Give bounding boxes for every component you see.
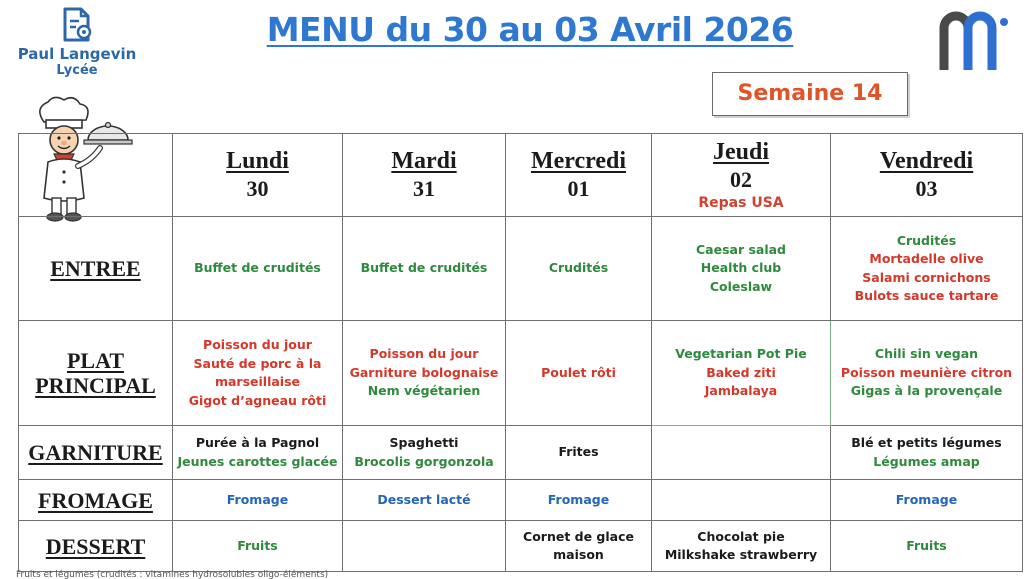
menu-cell [173, 217, 343, 321]
menu-cell [506, 480, 652, 521]
row-entree [19, 217, 1023, 321]
dish: Caesar salad [695, 241, 787, 257]
row-dessert [19, 521, 1023, 572]
dish: marseillaise [214, 374, 301, 389]
dish: Fromage [547, 491, 610, 507]
dish: Poisson meunière citron [840, 364, 1013, 380]
menu-cell [652, 521, 831, 572]
dish: Fruits [237, 537, 278, 553]
document-gear-icon [60, 6, 94, 44]
page-title: MENU du 30 au 03 Avril 2026 [266, 10, 794, 49]
dish: Poisson du jour [203, 337, 312, 352]
dish: Milkshake strawberry [664, 547, 818, 562]
dish: Buffet de crudités [360, 260, 488, 276]
days-header-row [19, 134, 1023, 217]
dish: Dessert lacté [377, 491, 471, 507]
school-name: Paul Langevin [17, 45, 137, 63]
menu-cell [173, 321, 343, 426]
day-number: 03 [915, 175, 938, 201]
day-name: Lundi [226, 147, 289, 174]
menu-cell [343, 217, 506, 321]
day-name: Mardi [391, 147, 457, 174]
day-number: 30 [246, 175, 269, 201]
dish: Sauté de porc à la [193, 355, 322, 371]
dish: Cornet de glace [523, 528, 634, 544]
cm-monogram-icon [938, 8, 1014, 78]
day-header-wednesday [506, 134, 652, 217]
day-number: 01 [567, 175, 590, 201]
dish: Salami cornichons [862, 269, 991, 285]
dish: Chili sin vegan [874, 346, 979, 362]
day-name: Jeudi [712, 138, 769, 165]
dish: Purée à la Pagnol [195, 435, 320, 450]
dish: Poisson du jour [369, 346, 479, 362]
menu-cell [506, 426, 652, 480]
corner-cell [19, 134, 173, 217]
dish: Spaghetti [389, 435, 459, 450]
dish: Fromage [226, 491, 289, 507]
menu-cell [173, 426, 343, 480]
menu-cell [173, 480, 343, 521]
row-label: DESSERT [45, 533, 146, 559]
menu-cell [506, 521, 652, 572]
dish: Fromage [895, 491, 958, 507]
dish: Légumes amap [873, 453, 980, 469]
menu-cell [831, 480, 1023, 521]
menu-cell [173, 521, 343, 572]
menu-cell [831, 426, 1023, 480]
menu-cell [652, 321, 831, 426]
menu-table [18, 133, 1023, 572]
dish: Mortadelle olive [869, 251, 984, 266]
dish: Frites [558, 444, 599, 460]
menu-cell-empty [343, 521, 506, 572]
week-badge: Semaine 14 [712, 72, 908, 116]
row-fromage [19, 480, 1023, 521]
row-label: FROMAGE [38, 487, 153, 513]
row-label-cell [19, 321, 173, 426]
dish: Gigot d’agneau rôti [188, 392, 327, 408]
menu-cell [506, 217, 652, 321]
dish: Crudités [548, 260, 609, 276]
dish: Jeunes carottes glacée [177, 453, 338, 469]
day-header-monday [173, 134, 343, 217]
dish: Poulet rôti [541, 364, 616, 380]
row-label: PLAT PRINCIPAL [35, 348, 156, 398]
menu-cell [343, 426, 506, 480]
row-label-cell [19, 521, 173, 572]
day-header-friday [831, 134, 1023, 217]
dish: Buffet de crudités [194, 260, 321, 276]
dish: Health club [700, 260, 782, 276]
day-name: Vendredi [879, 147, 974, 174]
row-garniture [19, 426, 1023, 480]
dish: Fruits [906, 537, 947, 553]
dish: Bulots sauce tartare [854, 288, 999, 303]
dish: Blé et petits légumes [851, 435, 1002, 450]
day-number: 31 [413, 175, 435, 201]
row-label-cell [19, 217, 173, 321]
day-number: 02 [730, 166, 752, 192]
row-label: GARNITURE [28, 440, 163, 465]
dish: Gigas à la provençale [850, 383, 1003, 399]
menu-cell-empty [652, 426, 831, 480]
menu-cell [831, 321, 1023, 426]
row-label-cell [19, 426, 173, 480]
school-logo [12, 6, 142, 90]
menu-cell [506, 321, 652, 426]
dish: Crudités [896, 232, 957, 248]
dish: maison [553, 547, 604, 562]
dish: Garniture bolognaise [349, 364, 499, 380]
menu-cell [343, 321, 506, 426]
menu-cell-empty [652, 480, 831, 521]
footnote: Fruits et légumes (crudités : vitamines hydrosolubles oligo-éléments) [16, 570, 329, 579]
row-label-cell [19, 480, 173, 521]
dish: Baked ziti [706, 364, 776, 380]
dish: Brocolis gorgonzola [354, 453, 494, 469]
day-theme-note: Repas USA [698, 194, 784, 211]
row-label: ENTREE [50, 256, 141, 281]
menu-cell [652, 217, 831, 321]
dish: Vegetarian Pot Pie [675, 346, 807, 362]
school-subtitle: Lycée [56, 63, 98, 78]
menu-cell [831, 217, 1023, 321]
day-name: Mercredi [530, 147, 627, 174]
menu-cell [343, 480, 506, 521]
dish: Nem végétarien [367, 383, 481, 399]
row-plat-principal [19, 321, 1023, 426]
dish: Chocolat pie [697, 528, 785, 544]
dish: Coleslaw [709, 278, 773, 294]
dish: Jambalaya [704, 383, 778, 399]
day-header-thursday [652, 134, 831, 217]
menu-cell [831, 521, 1023, 572]
day-header-tuesday [343, 134, 506, 217]
